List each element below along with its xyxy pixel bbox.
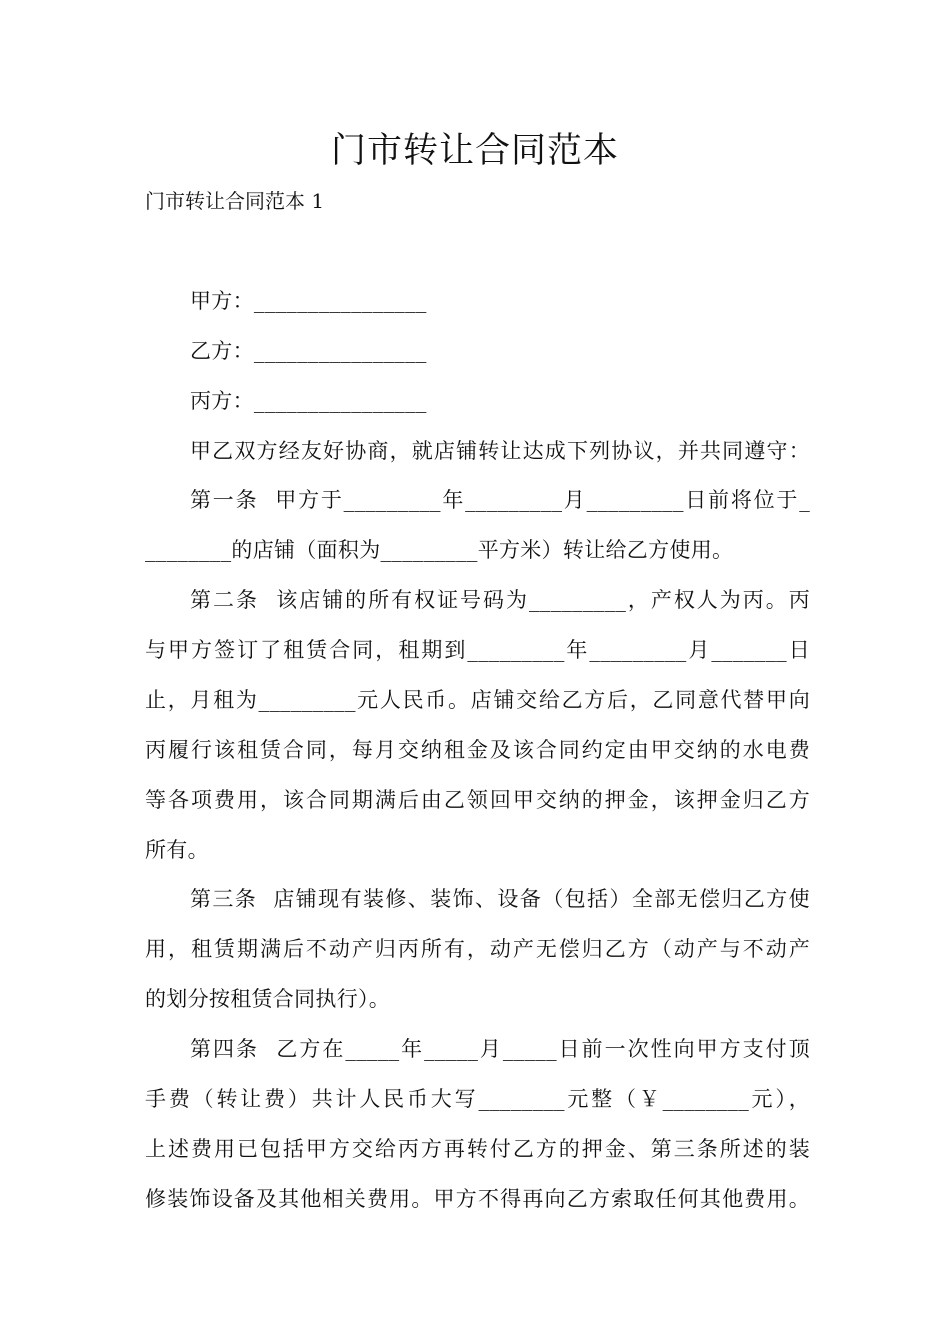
clause-2-line: 止，月租为_________元人民币。店铺交给乙方后，乙同意代替甲向	[145, 688, 810, 712]
clause-2-line: 所有。	[145, 838, 209, 862]
clause-4-line: 第四条 乙方在_____年_____月_____日前一次性向甲方支付顶	[190, 1037, 810, 1061]
clause-3-line: 第三条 店铺现有装修、装饰、设备（包括）全部无偿归乙方使	[190, 887, 810, 911]
clause-3-line: 用，租赁期满后不动产归丙所有，动产无偿归乙方（动产与不动产	[145, 937, 810, 961]
clause-3-line: 的划分按租赁合同执行）。	[145, 987, 391, 1011]
clause-4-line: 上述费用已包括甲方交给丙方再转付乙方的押金、第三条所述的装	[145, 1137, 810, 1161]
document-title: 门市转让合同范本	[330, 131, 619, 171]
clause-2-line: 第二条 该店铺的所有权证号码为_________，产权人为丙。丙	[190, 588, 810, 612]
clause-1-line: ________的店铺（面积为_________平方米）转让给乙方使用。	[145, 538, 734, 562]
party-c-line: 丙方：________________	[190, 389, 427, 413]
party-a-line: 甲方：________________	[190, 289, 427, 313]
clause-2-line: 与甲方签订了租赁合同，租期到_________年_________月_______日	[145, 638, 810, 662]
document-subtitle: 门市转让合同范本 1	[145, 189, 325, 213]
preamble-line: 甲乙双方经友好协商，就店铺转让达成下列协议，并共同遵守：	[190, 439, 810, 463]
clause-4-line: 手费（转让费）共计人民币大写________元整（￥________元），	[145, 1087, 810, 1111]
clause-2-line: 等各项费用，该合同期满后由乙领回甲交纳的押金，该押金归乙方	[145, 788, 810, 812]
party-b-line: 乙方：________________	[190, 339, 427, 363]
clause-4-line: 修装饰设备及其他相关费用。甲方不得再向乙方索取任何其他费用。	[145, 1187, 810, 1211]
clause-1-line: 第一条 甲方于_________年_________月_________日前将位于_	[190, 488, 810, 512]
clause-2-line: 丙履行该租赁合同，每月交纳租金及该合同约定由甲交纳的水电费	[145, 738, 810, 762]
